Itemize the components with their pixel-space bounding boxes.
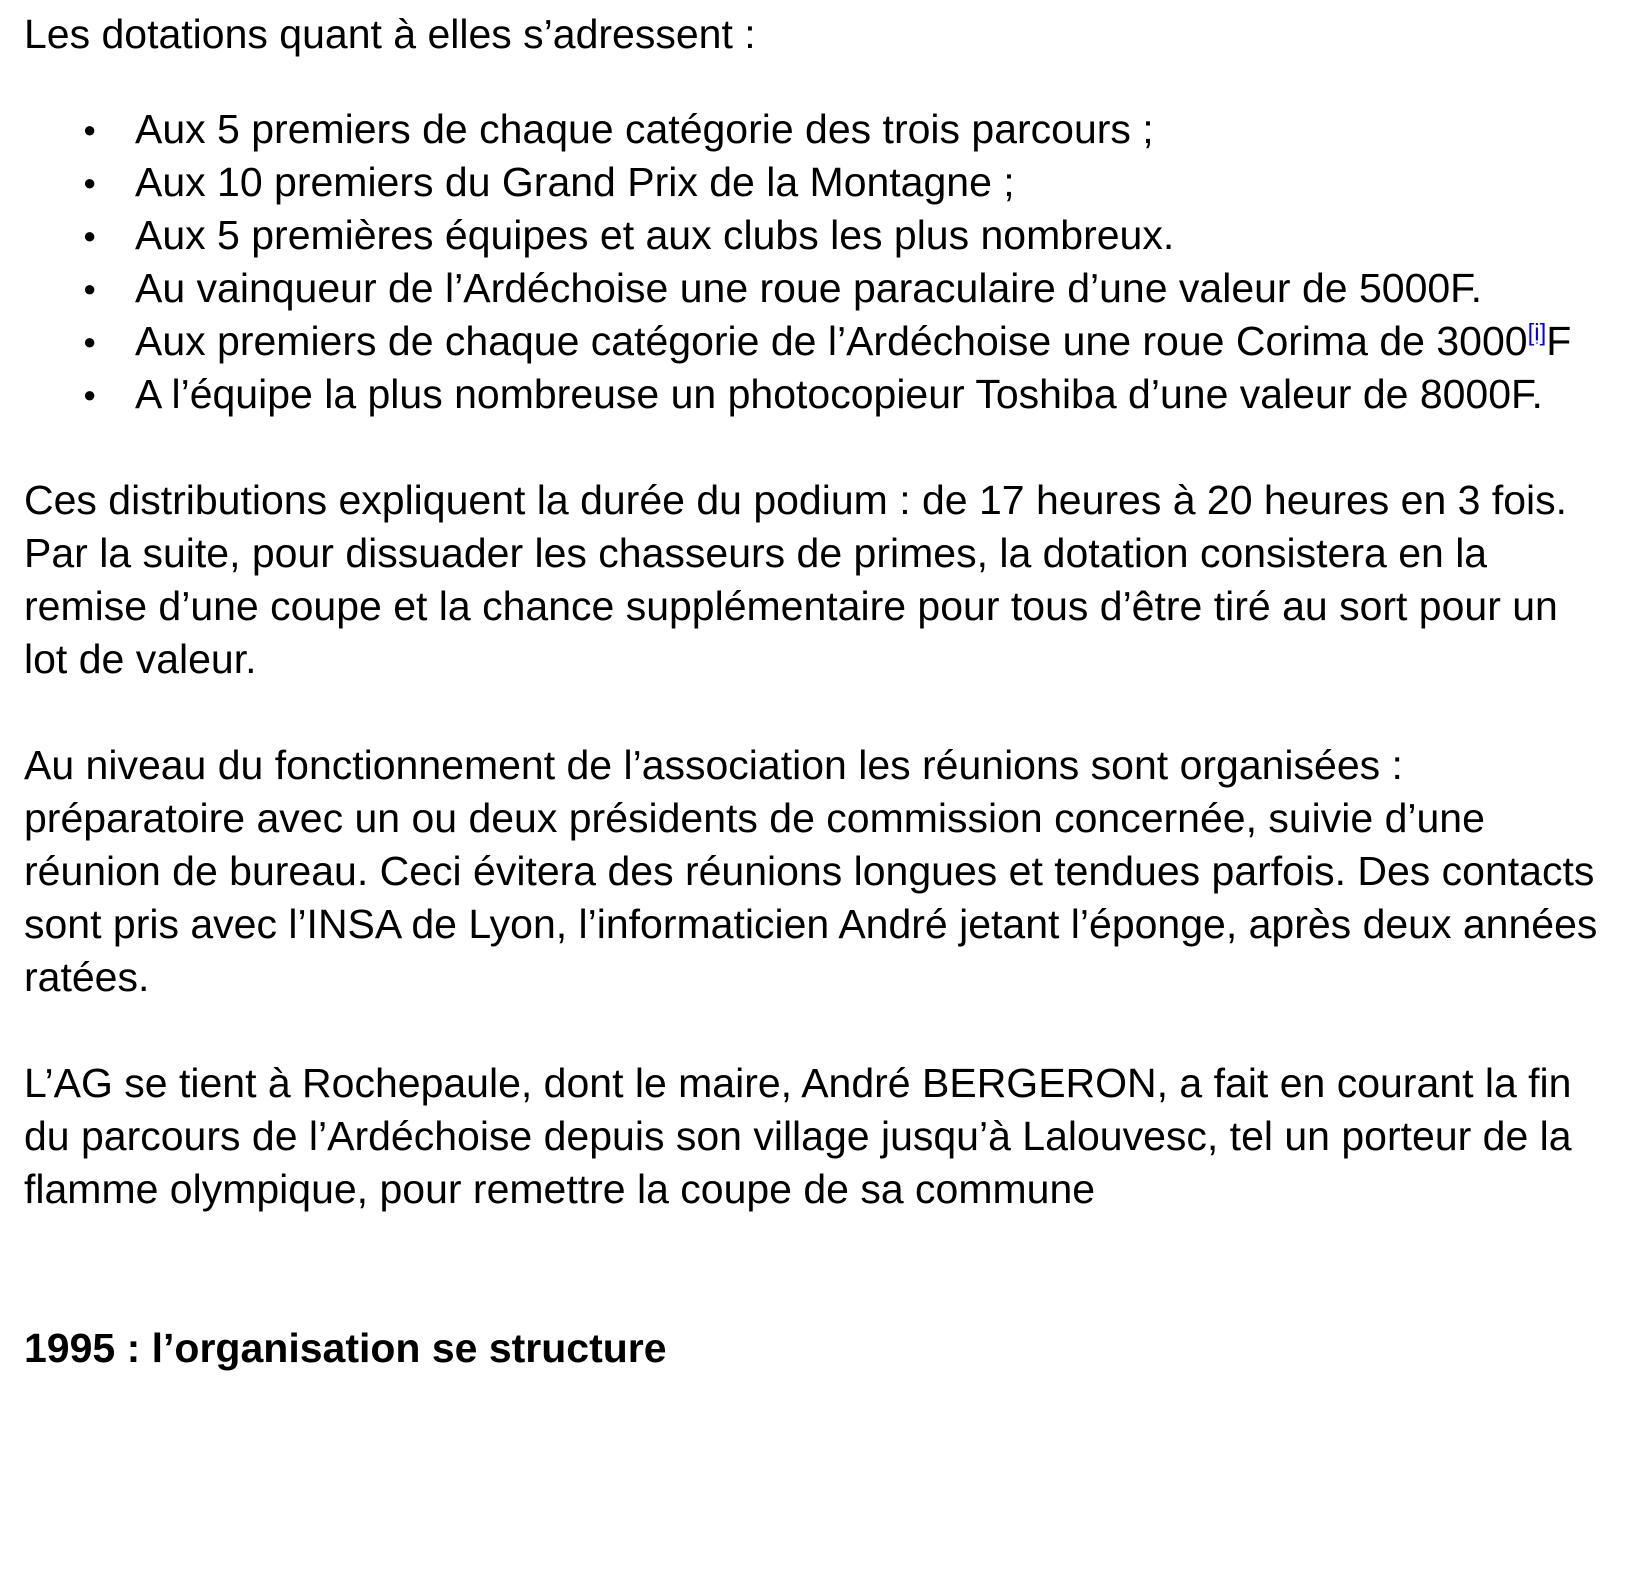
dotations-list xyxy=(24,103,1606,421)
intro-paragraph: Les dotations quant à elles s’adressent : xyxy=(24,11,756,57)
list-item: ● Aux premiers de chaque catégorie de l’Ardéchoise une roue Corima de 3000[i]F xyxy=(135,315,1606,368)
paragraph-reunions: Au niveau du fonctionnement de l’association les réunions sont organisées : préparatoire avec un ou deux présidents de commission concernée, suivie d’une réunion de bureau. Ceci évitera des réunions longues et tendues parfois. Des contacts sont pris avec l’INSA de Lyon, l’informaticien André jetant l’éponge, après deux années ratées. xyxy=(24,742,1598,1000)
bullet-icon: ● xyxy=(83,170,97,195)
footnote-link[interactable]: [i] xyxy=(1527,319,1547,347)
bullet-icon: ● xyxy=(83,117,97,142)
bullet-icon: ● xyxy=(83,382,97,407)
section-heading: 1995 : l’organisation se structure xyxy=(24,1325,667,1371)
list-item: ● Aux 5 premiers de chaque catégorie des trois parcours ; xyxy=(135,103,1606,156)
list-item: ● A l’équipe la plus nombreuse un photocopieur Toshiba d’une valeur de 8000F. xyxy=(135,368,1606,421)
bullet-icon: ● xyxy=(83,223,97,248)
paragraph-podium: Ces distributions expliquent la durée du podium : de 17 heures à 20 heures en 3 fois. Par la suite, pour dissuader les chasseurs de primes, la dotation consistera en la remise d’une coupe et la chance supplémentaire pour tous d’être tiré au sort pour un lot de valeur. xyxy=(24,477,1568,682)
list-item: ● Au vainqueur de l’Ardéchoise une roue paraculaire d’une valeur de 5000F. xyxy=(135,262,1606,315)
list-item: ● Aux 5 premières équipes et aux clubs les plus nombreux. xyxy=(135,209,1606,262)
bullet-icon: ● xyxy=(83,276,97,301)
bullet-icon: ● xyxy=(83,329,97,354)
paragraph-ag: L’AG se tient à Rochepaule, dont le maire, André BERGERON, a fait en courant la fin du parcours de l’Ardéchoise depuis son village jusqu’à Lalouvesc, tel un porteur de la flamme olympique, pour remettre la coupe de sa commune xyxy=(24,1060,1572,1212)
list-item: ● Aux 10 premiers du Grand Prix de la Montagne ; xyxy=(135,156,1606,209)
